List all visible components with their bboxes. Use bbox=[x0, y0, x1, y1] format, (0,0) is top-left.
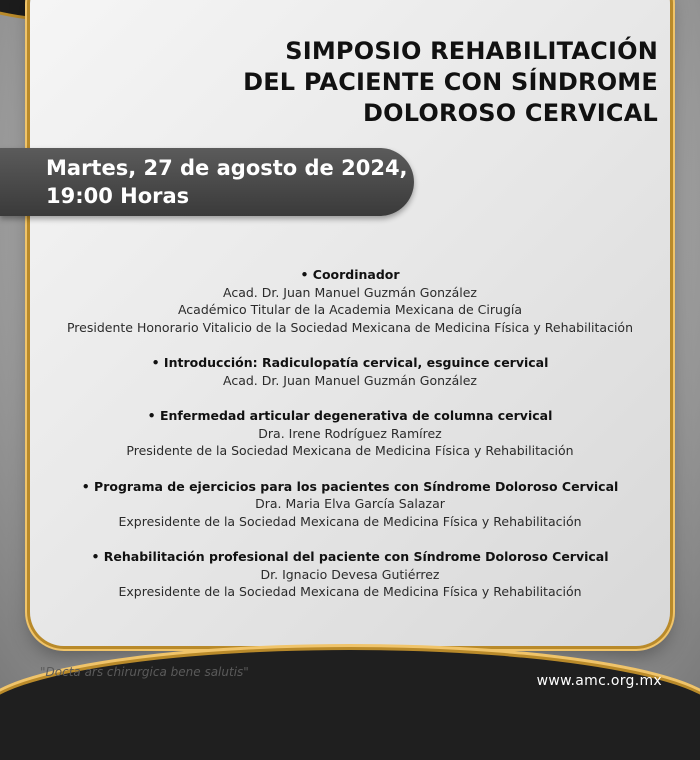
section-line: Dra. Maria Elva García Salazar bbox=[255, 496, 445, 511]
date-line: Martes, 27 de agosto de 2024, bbox=[46, 156, 408, 180]
date-banner bbox=[0, 148, 414, 216]
section-line: Dra. Irene Rodríguez Ramírez bbox=[258, 425, 442, 441]
section-line: Presidente Honorario Vitalicio de la Sociedad Mexicana de Medicina Física y Rehabilitación bbox=[66, 319, 633, 335]
section-heading: • Enfermedad articular degenerativa de columna cervical bbox=[147, 408, 553, 423]
section-line: Dr. Ignacio Devesa Gutiérrez bbox=[260, 566, 440, 582]
section-line: Académico Titular de la Academia Mexicana de Cirugía bbox=[177, 302, 523, 317]
title-line-1: SIMPOSIO REHABILITACIÓN bbox=[285, 37, 658, 65]
program-section-introduction bbox=[30, 354, 670, 389]
program-section-coordinator bbox=[30, 266, 670, 336]
title-line-2: DEL PACIENTE CON SÍNDROME bbox=[243, 68, 658, 96]
time-line: 19:00 Horas bbox=[46, 184, 190, 208]
section-line: Acad. Dr. Juan Manuel Guzmán González bbox=[222, 372, 477, 388]
section-heading: • Introducción: Radiculopatía cervical, esguince cervical bbox=[151, 355, 549, 370]
section-line: Presidente de la Sociedad Mexicana de Medicina Física y Rehabilitación bbox=[126, 443, 574, 458]
section-heading: • Coordinador bbox=[300, 267, 400, 282]
program-section-exercises bbox=[30, 478, 670, 531]
section-heading: • Programa de ejercicios para los pacientes con Síndrome Doloroso Cervical bbox=[81, 478, 619, 494]
section-line: Expresidente de la Sociedad Mexicana de Medicina Física y Rehabilitación bbox=[118, 513, 582, 529]
program-section-professional-rehab bbox=[30, 548, 670, 601]
title-line-3: DOLOROSO CERVICAL bbox=[363, 99, 658, 127]
program-section-degenerative-disease bbox=[30, 407, 670, 460]
section-line: Expresidente de la Sociedad Mexicana de Medicina Física y Rehabilitación bbox=[118, 584, 582, 599]
section-line: Acad. Dr. Juan Manuel Guzmán González bbox=[222, 284, 477, 300]
website-link[interactable]: www.amc.org.mx bbox=[536, 673, 662, 689]
event-title bbox=[243, 36, 658, 129]
program-list bbox=[30, 266, 670, 619]
section-heading: • Rehabilitación profesional del paciente con Síndrome Doloroso Cervical bbox=[91, 549, 609, 564]
motto-text: "Docta ars chirurgica bene salutis" bbox=[40, 665, 249, 679]
